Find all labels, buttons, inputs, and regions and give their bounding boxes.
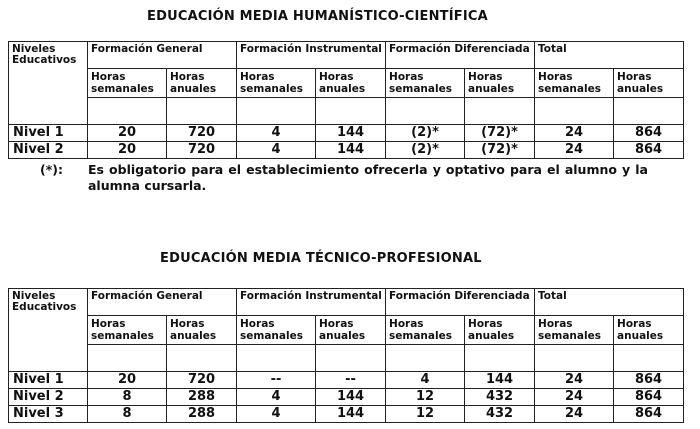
subheader-cell: Horas semanales [237,316,316,345]
subheader-cell: Horas semanales [88,69,167,98]
footnote-text: Es obligatorio para el establecimiento ofrecerla y optativo para el alumno y la alumna cursarla. [88,162,648,193]
subheader-cell: Horas anuales [316,69,386,98]
footnote-mark: (*): [40,162,63,177]
value-cell: (72)* [465,125,535,142]
level-label: Nivel 2 [9,142,88,159]
value-cell: -- [237,372,316,389]
header-cell: Formación Instrumental [237,42,386,69]
value-cell: 12 [386,389,465,406]
empty-cell [386,345,465,372]
value-cell: 8 [88,389,167,406]
empty-cell [316,345,386,372]
value-cell: 4 [237,406,316,423]
level-label: Nivel 3 [9,406,88,423]
header-cell: Niveles Educativos [9,289,88,372]
value-cell: 4 [386,372,465,389]
subheader-cell: Horas semanales [535,69,614,98]
subheader-cell: Horas anuales [167,316,237,345]
value-cell: 720 [167,125,237,142]
value-cell: 864 [614,389,684,406]
value-cell: 864 [614,372,684,389]
empty-cell [465,98,535,125]
value-cell: 864 [614,142,684,159]
subheader-cell: Horas semanales [386,316,465,345]
header-cell: Niveles Educativos [9,42,88,125]
empty-cell [614,345,684,372]
value-cell: 288 [167,389,237,406]
table1-title: EDUCACIÓN MEDIA HUMANÍSTICO-CIENTÍFICA [147,9,488,24]
subheader-cell: Horas semanales [237,69,316,98]
value-cell: 144 [316,125,386,142]
value-cell: 432 [465,389,535,406]
empty-cell [237,345,316,372]
empty-cell [167,98,237,125]
header-cell: Formación Diferenciada [386,42,535,69]
value-cell: 144 [465,372,535,389]
header-cell: Formación General [88,289,237,316]
table-row [9,389,684,406]
table-humanistico-cientifica [8,41,684,159]
table-row [9,372,684,389]
value-cell: 4 [237,125,316,142]
value-cell: (2)* [386,142,465,159]
subheader-cell: Horas semanales [386,69,465,98]
value-cell: 24 [535,125,614,142]
empty-cell [237,98,316,125]
value-cell: 24 [535,142,614,159]
value-cell: 432 [465,406,535,423]
empty-cell [316,98,386,125]
value-cell: 144 [316,406,386,423]
table-row [9,406,684,423]
empty-cell [386,98,465,125]
value-cell: 4 [237,389,316,406]
value-cell: (72)* [465,142,535,159]
table2-title: EDUCACIÓN MEDIA TÉCNICO-PROFESIONAL [160,251,482,266]
header-cell: Formación Instrumental [237,289,386,316]
subheader-cell: Horas anuales [465,69,535,98]
value-cell: 20 [88,142,167,159]
empty-cell [88,98,167,125]
value-cell: -- [316,372,386,389]
value-cell: 24 [535,406,614,423]
empty-cell [167,345,237,372]
table-tecnico-profesional [8,288,684,423]
value-cell: 8 [88,406,167,423]
level-label: Nivel 1 [9,125,88,142]
empty-cell [535,345,614,372]
header-cell: Total [535,289,684,316]
subheader-cell: Horas semanales [88,316,167,345]
table-row [9,125,684,142]
table-row [9,142,684,159]
value-cell: 24 [535,372,614,389]
level-label: Nivel 2 [9,389,88,406]
empty-cell [465,345,535,372]
header-cell: Formación Diferenciada [386,289,535,316]
level-label: Nivel 1 [9,372,88,389]
value-cell: 20 [88,372,167,389]
empty-cell [614,98,684,125]
subheader-cell: Horas anuales [614,316,684,345]
value-cell: 864 [614,125,684,142]
subheader-cell: Horas anuales [465,316,535,345]
value-cell: 4 [237,142,316,159]
value-cell: 20 [88,125,167,142]
value-cell: 720 [167,372,237,389]
empty-cell [535,98,614,125]
header-cell: Formación General [88,42,237,69]
subheader-cell: Horas anuales [167,69,237,98]
value-cell: 144 [316,389,386,406]
value-cell: 144 [316,142,386,159]
header-cell: Total [535,42,684,69]
subheader-cell: Horas anuales [316,316,386,345]
value-cell: 864 [614,406,684,423]
subheader-cell: Horas anuales [614,69,684,98]
value-cell: 24 [535,389,614,406]
empty-cell [88,345,167,372]
value-cell: 720 [167,142,237,159]
value-cell: 12 [386,406,465,423]
subheader-cell: Horas semanales [535,316,614,345]
value-cell: (2)* [386,125,465,142]
value-cell: 288 [167,406,237,423]
